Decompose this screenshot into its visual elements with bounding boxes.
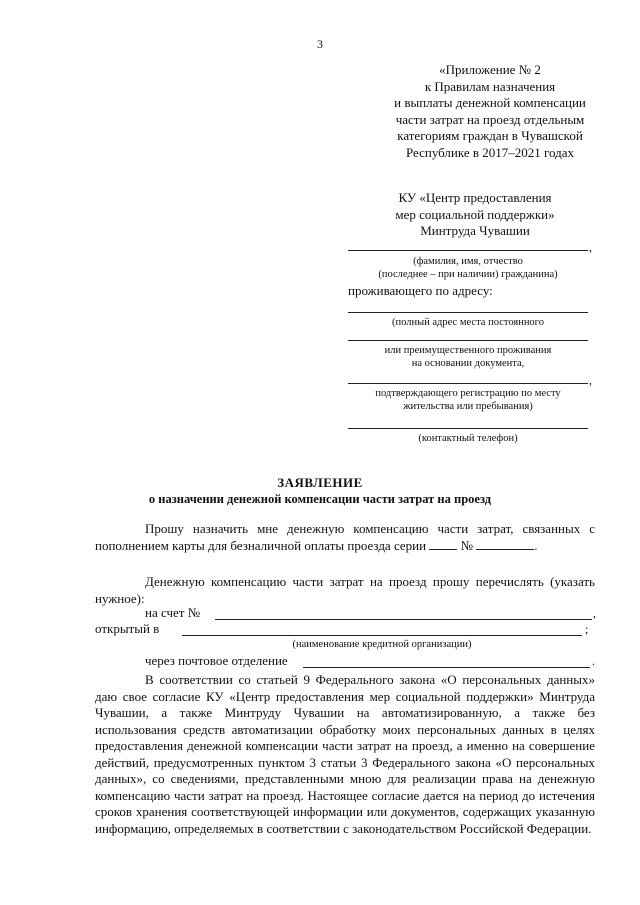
paragraph-request — [95, 521, 595, 554]
appendix-line: части затрат на проезд отдельным — [395, 111, 585, 127]
appendix-line: к Правилам назначения — [424, 78, 556, 94]
recipient-line: Минтруда Чувашии — [420, 223, 530, 238]
address-caption-4: подтверждающего регистрацию по месту — [375, 388, 561, 399]
appendix-heading — [370, 62, 610, 161]
appendix-line: «Приложение № 2 — [439, 62, 541, 77]
post-label: через почтовое отделение — [145, 653, 288, 668]
address-line-3[interactable] — [348, 383, 588, 384]
statement-subtitle: о назначении денежной компенсации части затрат на проезд — [148, 492, 492, 506]
appendix-line: Республике в 2017–2021 годах — [405, 144, 575, 160]
account-line[interactable] — [215, 619, 592, 620]
account-label: на счет № — [145, 605, 201, 620]
recipient-line: КУ «Центр предоставления — [398, 190, 552, 205]
fio-caption: (фамилия, имя, отчество — [413, 256, 523, 267]
page-number: 3 — [317, 37, 323, 51]
residing-label: проживающего по адресу: — [348, 283, 493, 298]
recipient-block — [360, 190, 590, 240]
paragraph-consent — [95, 672, 595, 837]
request-dot: . — [534, 537, 538, 553]
fio-line[interactable] — [348, 250, 588, 251]
bank-line[interactable] — [182, 635, 582, 636]
fio-comma: , — [589, 240, 592, 254]
statement-title: ЗАЯВЛЕНИЕ — [277, 475, 363, 490]
card-number-field[interactable] — [476, 538, 534, 550]
post-dot: . — [592, 654, 595, 668]
address-caption-3: на основании документа, — [411, 358, 525, 369]
appendix-line: и выплаты денежной компенсации — [394, 95, 586, 110]
account-comma: , — [593, 606, 596, 620]
address-caption-5: жительства или пребывания) — [403, 401, 533, 412]
request-text: Прошу назначить мне денежную компенсацию части затрат, связанных с пополнением карты для безналичной оплаты проезда серии — [95, 521, 595, 553]
appendix-line: категориям граждан в Чувашской — [397, 128, 583, 143]
phone-line[interactable] — [348, 428, 588, 429]
phone-caption: (контактный телефон) — [418, 433, 518, 444]
paragraph-transfer — [95, 574, 595, 607]
fio-caption-2: (последнее – при наличии) гражданина) — [378, 269, 558, 280]
post-office-line[interactable] — [303, 667, 590, 668]
card-series-field[interactable] — [429, 538, 457, 550]
address-caption: (полный адрес места постоянного — [392, 317, 544, 328]
consent-text: В соответствии со статьей 9 Федерального закона «О персональных данных» даю свое согласие КУ «Центр предоставления мер социальной поддержки» Минтруда Чувашии, а также Минтруду Чувашии на автоматизированную, а также без использования средств автоматизации обработку моих персональных данных в целях предоставления денежной компенсации части затрат на проезд, а именно на совершение действий, предусмотренных пунктом 3 статьи 3 Федерального закона «О персональных данных», со сведениями, представленными мною для реализации права на денежную компенсацию части затрат на проезд. Настоящее согласие дается на период до истечения сроков хранения соответствующей информации или документов, содержащих указанную информацию, определяемых в соответствии с законодательством Российской Федерации. — [95, 672, 595, 836]
address-caption-2: или преимущественного проживания — [384, 345, 552, 356]
recipient-line: мер социальной поддержки» — [395, 206, 555, 222]
address-line-2[interactable] — [348, 340, 588, 341]
address-line-1[interactable] — [348, 312, 588, 313]
opened-label: открытый в — [95, 621, 160, 636]
number-sign: № — [460, 537, 473, 553]
transfer-text: Денежную компенсацию части затрат на проезд прошу перечислять (указать нужное): — [95, 574, 595, 606]
bank-caption: (наименование кредитной организации) — [292, 639, 472, 650]
address-comma: , — [589, 373, 592, 387]
bank-semicolon: ; — [585, 622, 589, 636]
